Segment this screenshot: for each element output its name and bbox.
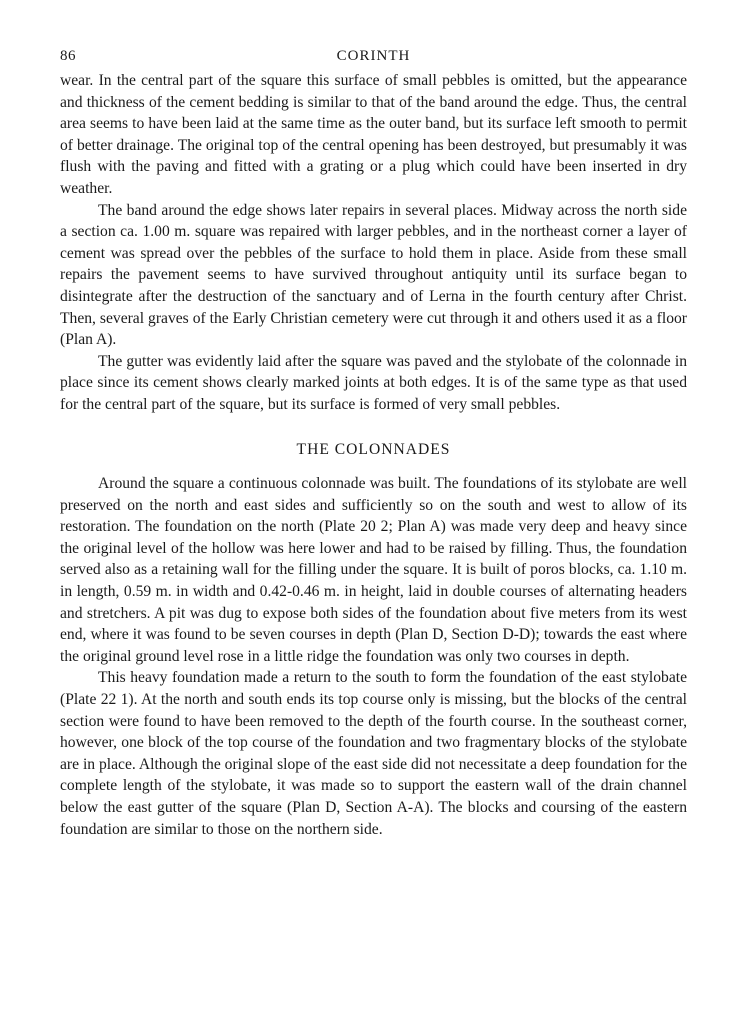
paragraph: This heavy foundation made a return to the south to form the foundation of the east stylobate (Plate 22 1). At the north and south ends its top course only is missing, but the blocks of the central section were found to have been removed to the depth of the fourth course. In the southeast corner, however, one block of the top course of the foundation and two fragmentary blocks of the stylobate are in place. Although the original slope of the east side did not necessitate a deep foundation for the complete length of the stylobate, it was made so to support the eastern wall of the drain channel below the east gutter of the square (Plan D, Section A-A). The blocks and coursing of the eastern foundation are similar to those on the northern side.	[60, 669, 687, 838]
body-text	[60, 70, 687, 840]
paragraph: Around the square a continuous colonnade was built. The foundations of its stylobate are well preserved on the north and east sides and sufficiently so on the south and west to allow of its restoration. The foundation on the north (Plate 20 2; Plan A) was made very deep and heavy since the original level of the hollow was here lower and had to be raised by filling. Thus, the foundation served also as a retaining wall for the filling under the square. It is built of poros blocks, ca. 1.10 m. in length, 0.59 m. in width and 0.42-0.46 m. in height, laid in double courses of alternating headers and stretchers. A pit was dug to expose both sides of the foundation about five meters from its west end, where it was found to be seven courses in depth (Plan D, Section D-D); towards the east where the original ground level rose in a little ridge the foundation was only two courses in depth.	[60, 475, 687, 665]
paragraph: wear. In the central part of the square this surface of small pebbles is omitted, but the appearance and thickness of the cement bedding is similar to that of the band around the edge. Thus, the central area seems to have been laid at the same time as the outer band, but its surface left smooth to permit of better drainage. The original top of the central opening has been destroyed, but presumably it was flush with the paving and fitted with a grating or a plug which could have been inserted in dry weather.	[60, 72, 687, 197]
running-title: CORINTH	[336, 48, 411, 64]
page-number: 86	[60, 48, 76, 64]
book-page	[60, 46, 687, 840]
paragraph: The gutter was evidently laid after the square was paved and the stylobate of the colonnade in place since its cement shows clearly marked joints at both edges. It is of the same type as that used for the central part of the square, but its surface is formed of very small pebbles.	[60, 352, 687, 413]
section-heading: THE COLONNADES	[296, 440, 451, 458]
paragraph: The band around the edge shows later repairs in several places. Midway across the north side a section ca. 1.00 m. square was repaired with larger pebbles, and in the northeast corner a layer of cement was spread over the pebbles of the surface to hold them in place. Aside from these small repairs the pavement seems to have survived throughout antiquity until its surface began to disintegrate after the destruction of the sanctuary and of Lerna in the fourth century after Christ. Then, several graves of the Early Christian cemetery were cut through it and others used it as a floor (Plan A).	[60, 201, 687, 349]
running-head	[60, 46, 687, 70]
